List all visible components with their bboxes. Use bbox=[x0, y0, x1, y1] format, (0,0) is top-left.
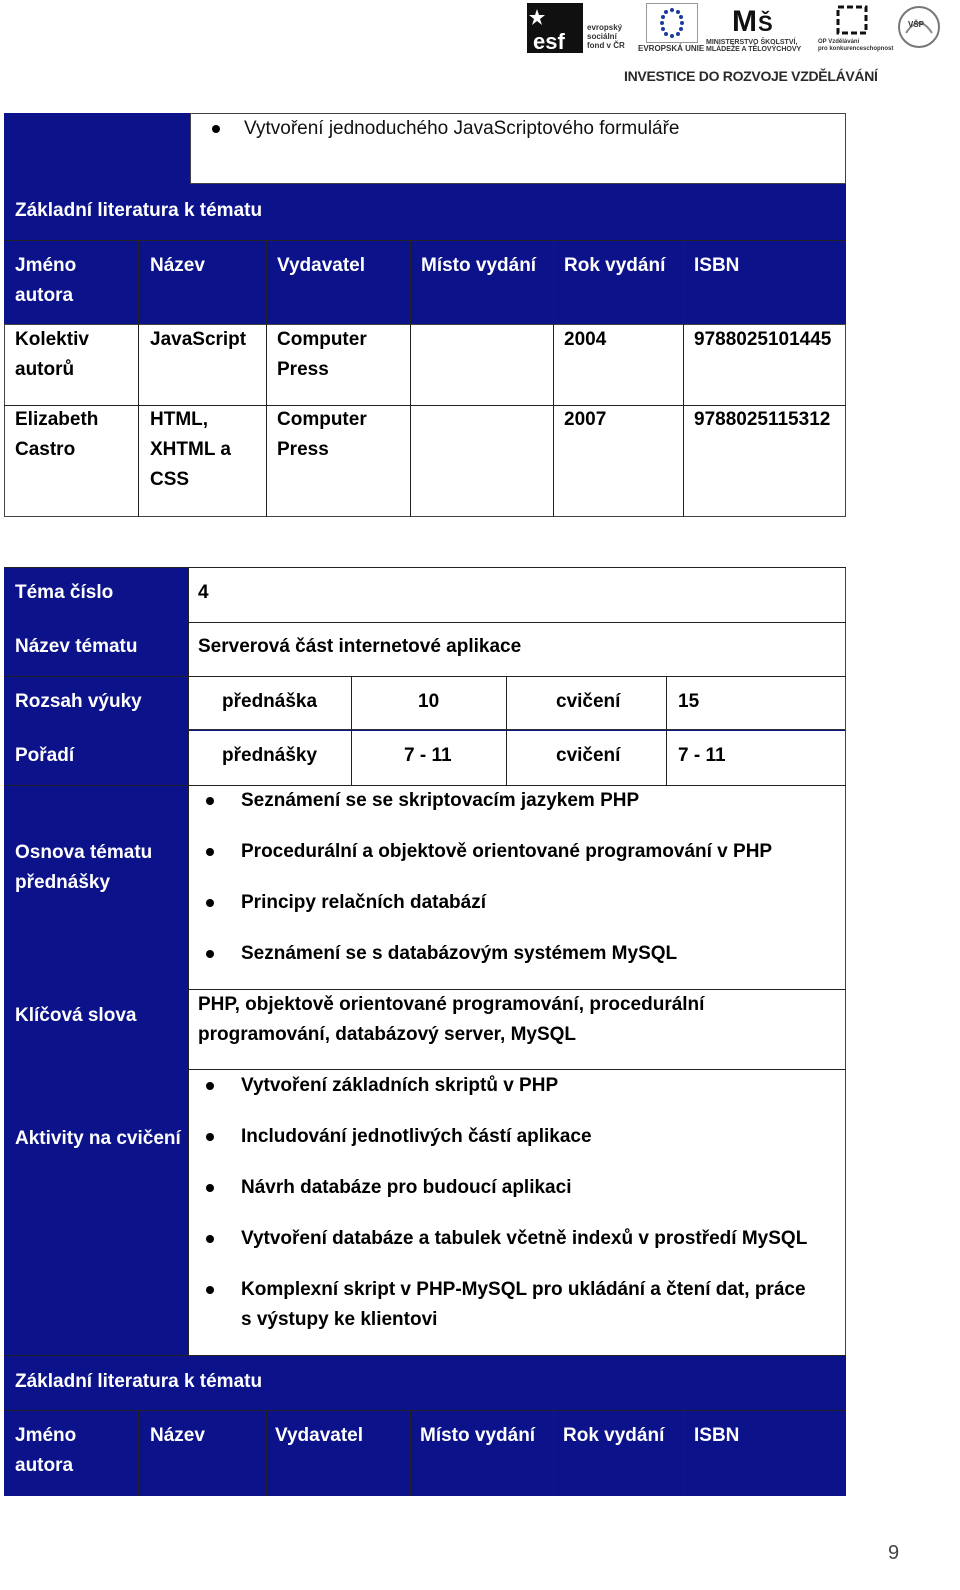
bullet-icon bbox=[206, 1133, 214, 1141]
eu-logo bbox=[638, 3, 704, 53]
order-exercise-value: 7 - 11 bbox=[678, 745, 726, 766]
bullet-icon bbox=[206, 899, 214, 907]
row-isbn: 9788025115312 bbox=[694, 409, 831, 430]
range-exercise-label: cvičení bbox=[556, 691, 621, 712]
op-logo bbox=[818, 3, 894, 53]
col-place: Místo vydání bbox=[420, 1425, 536, 1446]
keywords-value: PHP, objektově orientované programování, procedurální programování, databázový server, MySQL bbox=[198, 994, 705, 1045]
bullet-icon bbox=[206, 848, 214, 856]
op-mark-icon bbox=[834, 3, 870, 37]
row-title: JavaScript bbox=[150, 329, 247, 350]
order-label: Pořadí bbox=[15, 745, 75, 766]
svg-text:M: M bbox=[732, 5, 757, 37]
row-publisher: Computer Press bbox=[277, 409, 367, 460]
row-title: HTML, XHTML a CSS bbox=[150, 409, 231, 490]
order-lecture-label: přednášky bbox=[222, 745, 318, 766]
range-lecture-value: 10 bbox=[418, 691, 440, 712]
range-lecture-label: přednáška bbox=[222, 691, 318, 712]
col-year: Rok vydání bbox=[564, 255, 666, 276]
col-isbn: ISBN bbox=[694, 1425, 740, 1446]
vsp-logo bbox=[894, 3, 944, 51]
order-lecture-value: 7 - 11 bbox=[404, 745, 452, 766]
top-bullet-cell bbox=[190, 113, 846, 184]
bullet-icon bbox=[206, 1235, 214, 1243]
row-publisher: Computer Press bbox=[277, 329, 367, 380]
col-title: Název bbox=[150, 255, 205, 276]
row-year: 2007 bbox=[564, 409, 607, 430]
col-title: Název bbox=[150, 1425, 205, 1446]
bullet-icon bbox=[206, 1286, 214, 1294]
esf-logo bbox=[527, 3, 627, 53]
msmt-mark-icon bbox=[730, 3, 786, 37]
top-literature-title: Základní literatura k tématu bbox=[15, 200, 263, 221]
range-exercise-value: 15 bbox=[678, 691, 700, 712]
col-publisher: Vydavatel bbox=[275, 1425, 364, 1446]
topic-name-label: Název tématu bbox=[15, 636, 138, 657]
svg-text:esf: esf bbox=[533, 29, 565, 53]
order-exercise-label: cvičení bbox=[556, 745, 621, 766]
outline-label: Osnova tématu přednášky bbox=[15, 842, 153, 893]
bottom-literature-title: Základní literatura k tématu bbox=[15, 1371, 263, 1392]
eu-logo-caption: EVROPSKÁ UNIE bbox=[638, 44, 705, 53]
col-author: Jméno autora bbox=[15, 255, 77, 306]
col-isbn: ISBN bbox=[694, 255, 740, 276]
eu-flag-icon bbox=[646, 3, 698, 43]
bullet-icon bbox=[206, 1082, 214, 1090]
msmt-logo bbox=[706, 3, 814, 53]
header-tagline: INVESTICE DO ROZVOJE VZDĚLÁVÁNÍ bbox=[624, 68, 878, 84]
col-publisher: Vydavatel bbox=[277, 255, 366, 276]
page-number: 9 bbox=[888, 1542, 900, 1564]
bullet-icon bbox=[206, 1184, 214, 1192]
topic-number-label: Téma číslo bbox=[15, 582, 114, 603]
row-author: Elizabeth Castro bbox=[15, 409, 99, 460]
row-author: Kolektiv autorů bbox=[15, 329, 89, 380]
op-logo-text: OP Vzdělávání pro konkurenceschopnost bbox=[818, 39, 894, 52]
range-label: Rozsah výuky bbox=[15, 691, 142, 712]
topic-number-value: 4 bbox=[198, 582, 209, 603]
bullet-icon bbox=[206, 950, 214, 958]
row-year: 2004 bbox=[564, 329, 607, 350]
bullet-icon bbox=[206, 797, 214, 805]
row-isbn: 9788025101445 bbox=[694, 329, 832, 350]
activities-label: Aktivity na cvičení bbox=[15, 1128, 181, 1149]
esf-logo-text: evropský sociální fond v ČR bbox=[587, 23, 625, 50]
vsp-logo-text: VŠP bbox=[908, 20, 925, 29]
esf-mark-icon bbox=[527, 3, 583, 53]
col-author: Jméno autora bbox=[15, 1425, 77, 1476]
svg-text:Š: Š bbox=[758, 11, 773, 36]
bullet-icon bbox=[212, 125, 220, 133]
keywords-label: Klíčová slova bbox=[15, 1005, 137, 1026]
top-bullet-text: Vytvoření jednoduchého JavaScriptového formuláře bbox=[244, 118, 680, 139]
msmt-logo-text: MINISTERSTVO ŠKOLSTVÍ, MLÁDEŽE A TĚLOVÝCHOVY bbox=[706, 39, 802, 53]
col-year: Rok vydání bbox=[563, 1425, 665, 1446]
col-place: Místo vydání bbox=[421, 255, 537, 276]
topic-name-value: Serverová část internetové aplikace bbox=[198, 636, 522, 657]
